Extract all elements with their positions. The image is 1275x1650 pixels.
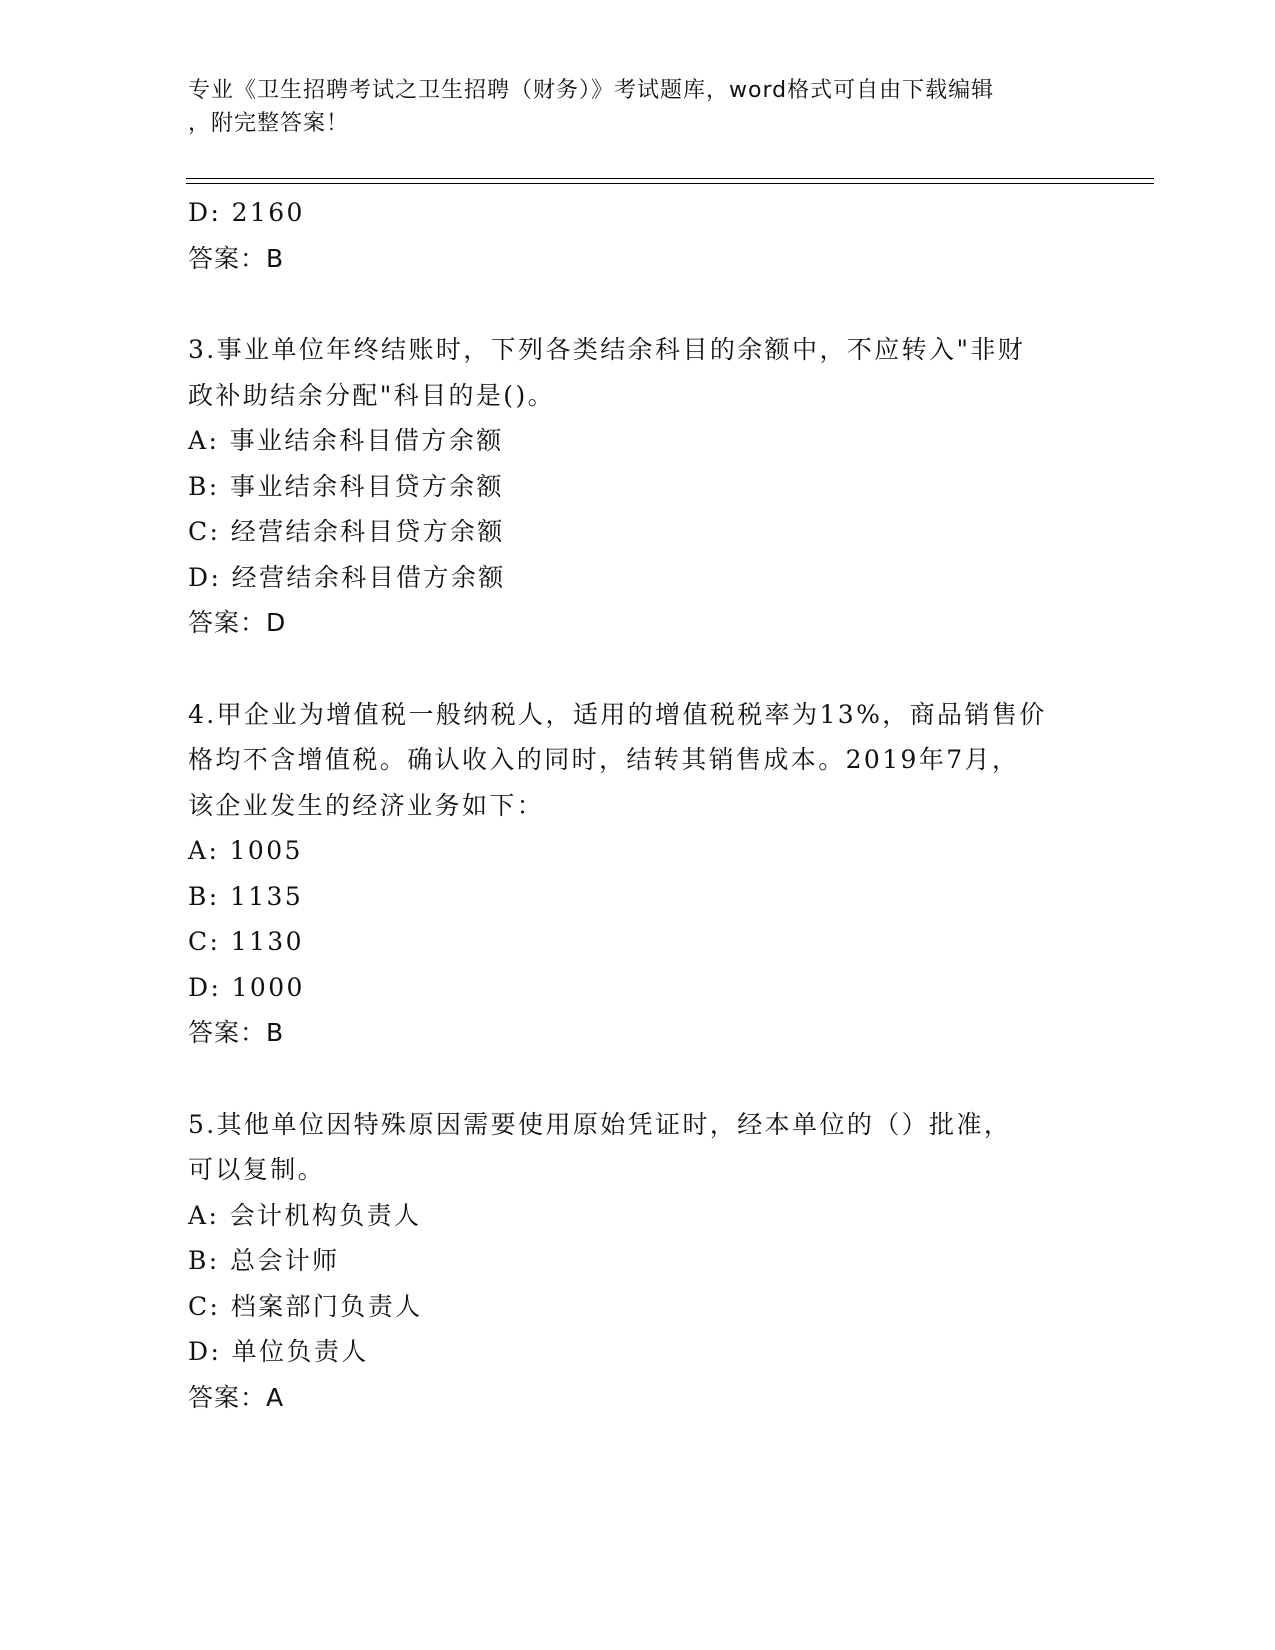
header-rule-bottom [186,183,1154,184]
header-line-1: 专业《卫生招聘考试之卫生招聘（财务）》考试题库，word格式可自由下载编辑 [188,78,995,103]
option-b: B: 1135 [188,881,304,911]
question-5 [188,1102,1088,1421]
spacer [188,281,1088,327]
option-b: B: 总会计师 [188,1246,340,1275]
option-a: A: 1005 [188,836,303,865]
question-3 [188,327,1088,646]
question-stem-line: 格均不含增值税。确认收入的同时，结转其销售成本。2019年7月， [188,745,1020,774]
option-d: D: 经营结余科目借方余额 [188,562,506,592]
question-4 [188,692,1088,1056]
option-a: A: 事业结余科目借方余额 [188,426,504,455]
option-b: B: 事业结余科目贷方余额 [188,471,504,501]
option-d: D: 单位负责人 [188,1337,369,1366]
option-a: A: 会计机构负责人 [188,1200,422,1230]
answer-line: 答案：B [188,243,285,273]
question-stem-line: 该企业发生的经济业务如下： [188,790,545,820]
header-rule-top [186,178,1154,179]
answer-line: 答案：B [188,1018,285,1047]
question-stem-line: 5.其他单位因特殊原因需要使用原始凭证时，经本单位的（）批准， [188,1109,1012,1139]
answer-line: 答案：D [188,608,287,637]
question-stem-line: 3.事业单位年终结账时，下列各类结余科目的余额中，不应转入"非财 [188,335,1026,364]
answer-line: 答案：A [188,1382,285,1412]
question-stem-line: 政补助结余分配"科目的是()。 [188,380,556,410]
option-d: D: 2160 [188,198,305,227]
question-stem-line: 可以复制。 [188,1155,326,1184]
header-line-2: ，附完整答案！ [188,111,350,136]
question-2-tail [188,190,1088,281]
option-c: C: 档案部门负责人 [188,1291,423,1321]
option-d: D: 1000 [188,972,305,1002]
option-c: C: 1130 [188,927,304,956]
spacer [188,646,1088,692]
question-list [188,190,1088,1420]
document-header [188,74,1088,140]
option-c: C: 经营结余科目贷方余额 [188,517,505,546]
question-stem-line: 4.甲企业为增值税一般纳税人，适用的增值税税率为13%，商品销售价 [188,699,1047,729]
spacer [188,1056,1088,1102]
